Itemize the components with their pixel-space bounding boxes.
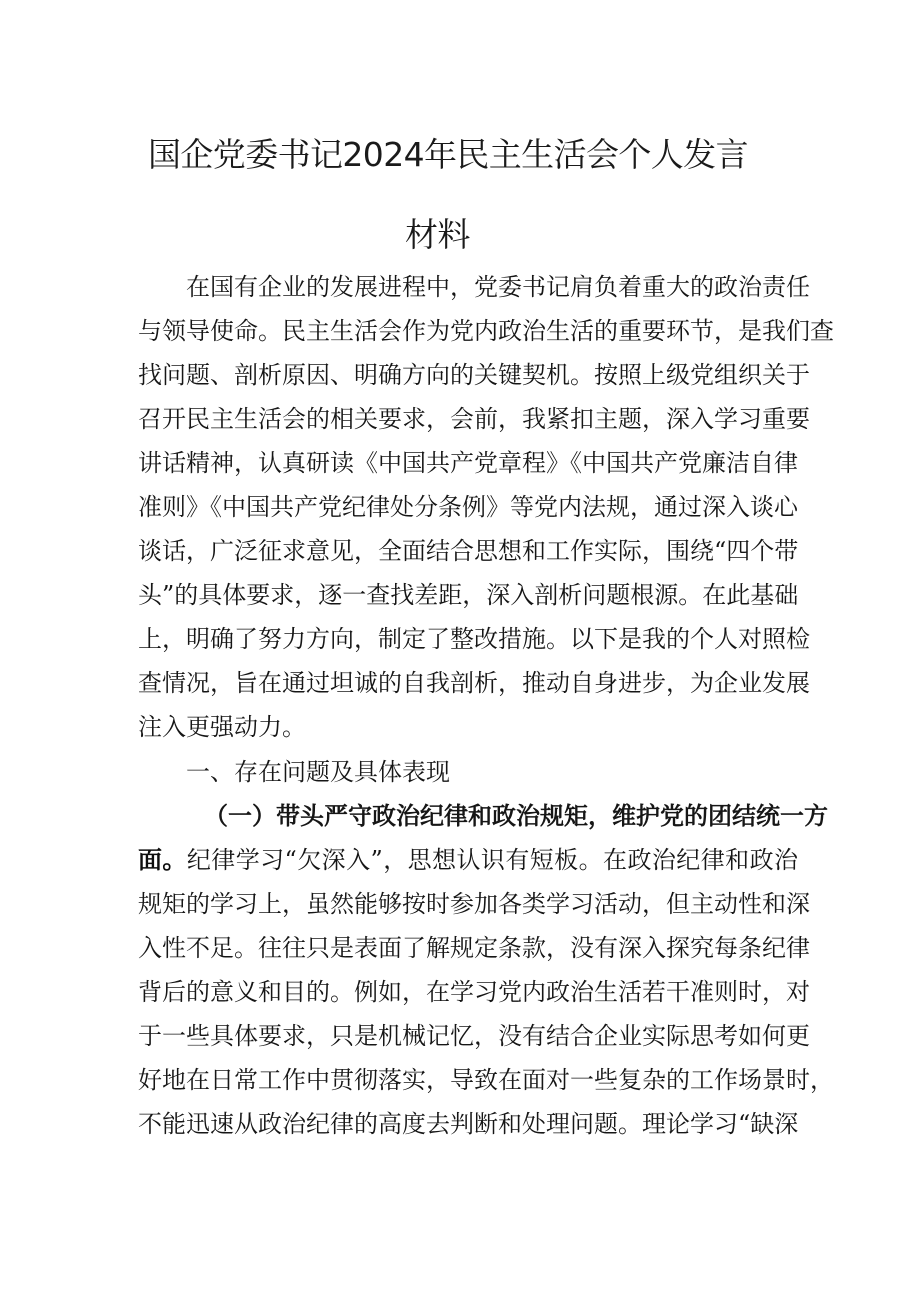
intro-paragraph-line: 头”的具体要求，逐一查找差距，深入剖析问题根源。在此基础 (138, 581, 799, 609)
subsection-paragraph-line: 规矩的学习上，虽然能够按时参加各类学习活动，但主动性和深 (138, 890, 810, 918)
section-heading-problems: 一、存在问题及具体表现 (186, 758, 450, 786)
subsection-heading-tail: 面。 (138, 845, 187, 874)
subsection-paragraph-line (138, 840, 798, 880)
intro-paragraph-line: 找问题、剖析原因、明确方向的关键契机。按照上级党组织关于 (138, 361, 810, 389)
document-title-line-2: 材料 (405, 215, 470, 254)
subsection-paragraph-line: 入性不足。往往只是表面了解规定条款，没有深入探究每条纪律 (138, 934, 810, 962)
intro-paragraph-line: 准则》《中国共产党纪律处分条例》等党内法规，通过深入谈心 (138, 493, 798, 521)
intro-paragraph-line: 召开民主生活会的相关要求，会前，我紧扣主题，深入学习重要 (138, 405, 810, 433)
subsection-paragraph-line: 不能迅速从政治纪律的高度去判断和处理问题。理论学习“缺深 (138, 1110, 799, 1138)
intro-paragraph-line: 讲话精神，认真研读《中国共产党章程》《中国共产党廉洁自律 (138, 449, 798, 477)
intro-paragraph-line: 谈话，广泛征求意见，全面结合思想和工作实际，围绕“四个带 (138, 537, 799, 565)
document-title-line-1: 国企党委书记2024年民主生活会个人发言 (148, 135, 748, 174)
intro-paragraph-line: 查情况，旨在通过坦诚的自我剖析，推动自身进步，为企业发展 (138, 669, 810, 697)
intro-paragraph-line: 在国有企业的发展进程中，党委书记肩负着重大的政治责任 (186, 273, 810, 301)
intro-paragraph-line: 注入更强动力。 (138, 713, 306, 741)
subsection-text: 纪律学习“欠深入”，思想认识有短板。在政治纪律和政治 (186, 846, 799, 874)
subsection-paragraph-line: 背后的意义和目的。例如，在学习党内政治生活若干准则时，对 (138, 978, 810, 1006)
intro-paragraph-line: 与领导使命。民主生活会作为党内政治生活的重要环节，是我们查 (138, 317, 834, 345)
intro-paragraph-line: 上，明确了努力方向，制定了整改措施。以下是我的个人对照检 (138, 625, 810, 653)
subsection-paragraph-line: 好地在日常工作中贯彻落实，导致在面对一些复杂的工作场景时， (138, 1066, 834, 1094)
subsection-heading-line: （一）带头严守政治纪律和政治规矩，维护党的团结统一方 (204, 801, 828, 830)
subsection-paragraph-line: 于一些具体要求，只是机械记忆，没有结合企业实际思考如何更 (138, 1022, 810, 1050)
